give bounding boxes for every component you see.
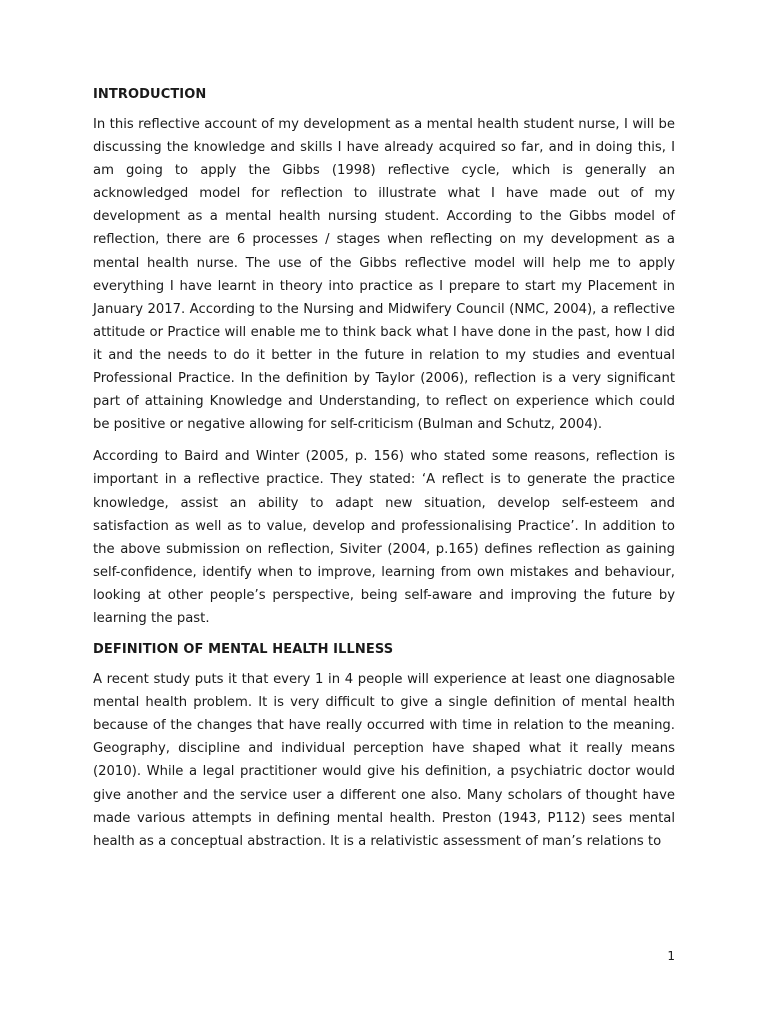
paragraph: In this reflective account of my development as a mental health student nurse, I will be discussing the knowledge and skills I have already acquired so far, and in doing this, I am going to apply the Gibbs (1998) reflective cycle, which is generally an acknowledged model for reflection to illustrate what I have made out of my development as a mental health nursing student. According to the Gibbs model of reflection, there are 6 processes / stages when reflecting on my development as a mental health nurse. The use of the Gibbs reflective model will help me to apply everything I have learnt in theory into practice as I prepare to start my Placement in January 2017. According to the Nursing and Midwifery Council (NMC, 2004), a reflective attitude or Practice will enable me to think back what I have done in the past, how I did it and the needs to do it better in the future in relation to my studies and eventual Professional Practice. In the definition by Taylor (2006), reflection is a very significant part of attaining Knowledge and Understanding, to reflect on experience which could be positive or negative allowing for self-criticism (Bulman and Schutz, 2004). [93, 117, 675, 433]
paragraph: A recent study puts it that every 1 in 4 people will experience at least one diagnosable mental health problem. It is very difficult to give a single definition of mental health because of the changes that have really occurred with time in relation to the meaning. Geography, discipline and individual perception have shaped what it really means (2010). While a legal practitioner would give his definition, a psychiatric doctor would give another and the service user a different one also. Many scholars of thought have made various attempts in defining mental health. Preston (1943, P112) sees mental health as a conceptual abstraction. It is a relativistic assessment of man’s relations to [93, 672, 675, 849]
section-heading-definition: DEFINITION OF MENTAL HEALTH ILLNESS [93, 642, 394, 658]
page-number: 1 [667, 949, 675, 963]
page-body [93, 85, 675, 862]
section-heading-introduction: INTRODUCTION [93, 87, 207, 102]
paragraph: According to Baird and Winter (2005, p. 156) who stated some reasons, reflection is important in a reflective practice. They stated: ‘A reflect is to generate the practice knowledge, assist an ability to adapt new situation, develop self-esteem and satisfaction as well as to value, develop and professionalising Practice’. In addition to the above submission on reflection, Siviter (2004, p.165) defines reflection as gaining self-confidence, identify when to improve, learning from own mistakes and behaviour, looking at other people’s perspective, being self-aware and improving the future by learning the past. [93, 449, 675, 626]
